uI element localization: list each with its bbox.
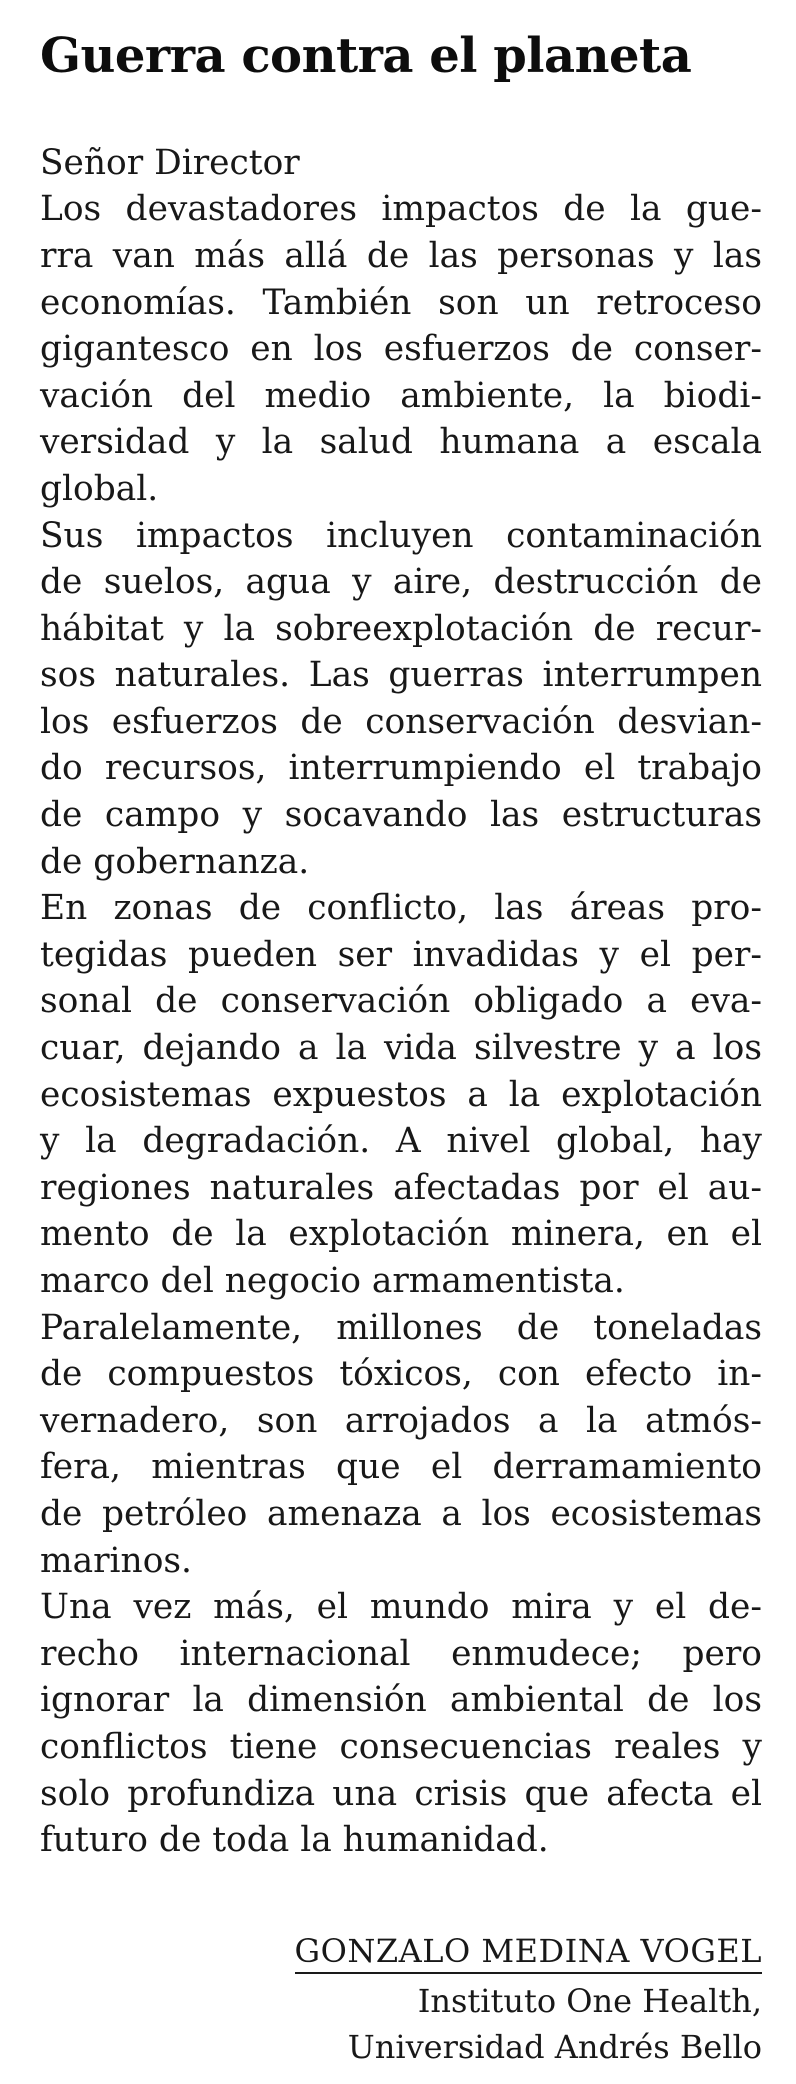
text-line: regiones naturales afectadas por el au- [40,1167,762,1208]
text-line: global. [40,468,159,509]
text-line: vación del medio ambiente, la biodi- [40,375,762,416]
letter-article [40,30,762,2070]
paragraph-2 [40,513,762,886]
text-line: versidad y la salud humana a escala [40,422,762,463]
text-line: sos naturales. Las guerras interrumpen [40,655,762,696]
text-line: de compuestos tóxicos, con efecto in- [40,1354,762,1395]
text-line: Los devastadores impactos de la gue- [40,189,762,230]
text-line: vernadero, son arrojados a la atmós- [40,1400,762,1441]
text-line: En zonas de conflicto, las áreas pro- [40,888,762,929]
text-line: de petróleo amenaza a los ecosistemas [40,1493,762,1534]
text-line: recho internacional enmudece; pero [40,1633,762,1674]
text-line: cuar, dejando a la vida silvestre y a los [40,1028,762,1069]
text-line: de gobernanza. [40,841,310,882]
text-line: hábitat y la sobreexplotación de recur- [40,608,762,649]
text-line: los esfuerzos de conservación desvian- [40,701,762,742]
paragraph-3 [40,885,762,1304]
text-line: y la degradación. A nivel global, hay [40,1121,762,1162]
author-affiliation-university: Universidad Andrés Bello [347,2027,762,2066]
text-line: rra van más allá de las personas y las [40,235,762,276]
text-line: Sus impactos incluyen contaminación [40,515,762,556]
text-line: ecosistemas expuestos a la explotación [40,1074,762,1115]
paragraph-1 [40,186,762,512]
text-line: do recursos, interrumpiendo el trabajo [40,748,762,789]
signature-block [40,1928,762,2070]
text-line: de suelos, agua y aire, destrucción de [40,562,762,603]
paragraph-4 [40,1305,762,1585]
text-line: fera, mientras que el derramamiento [40,1447,762,1488]
text-line: de campo y socavando las estructuras [40,795,762,836]
text-line: solo profundiza una crisis que afecta el [40,1773,762,1814]
text-line: marinos. [40,1540,192,1581]
author-affiliation-institute: Instituto One Health, [417,1981,762,2020]
text-line: Una vez más, el mundo mira y el de- [40,1587,762,1628]
text-line: marco del negocio armamentista. [40,1261,625,1301]
text-line: economías. También son un retroceso [40,282,762,323]
text-line: futuro de toda la humanidad. [40,1820,549,1861]
salutation: Señor Director [40,142,300,183]
headline: Guerra contra el planeta [40,28,692,84]
text-line: tegidas pueden ser invadidas y el per- [40,934,762,975]
letter-body [40,140,762,1864]
text-line: Paralelamente, millones de toneladas [40,1307,762,1348]
paragraph-5 [40,1584,762,1864]
author-name: GONZALO MEDINA VOGEL [295,1932,762,1974]
text-line: sonal de conservación obligado a eva- [40,981,762,1022]
text-line: conflictos tiene consecuencias reales y [40,1726,762,1767]
text-line: gigantesco en los esfuerzos de conser- [40,329,762,370]
text-line: mento de la explotación minera, en el [40,1214,762,1255]
text-line: ignorar la dimensión ambiental de los [40,1680,762,1721]
